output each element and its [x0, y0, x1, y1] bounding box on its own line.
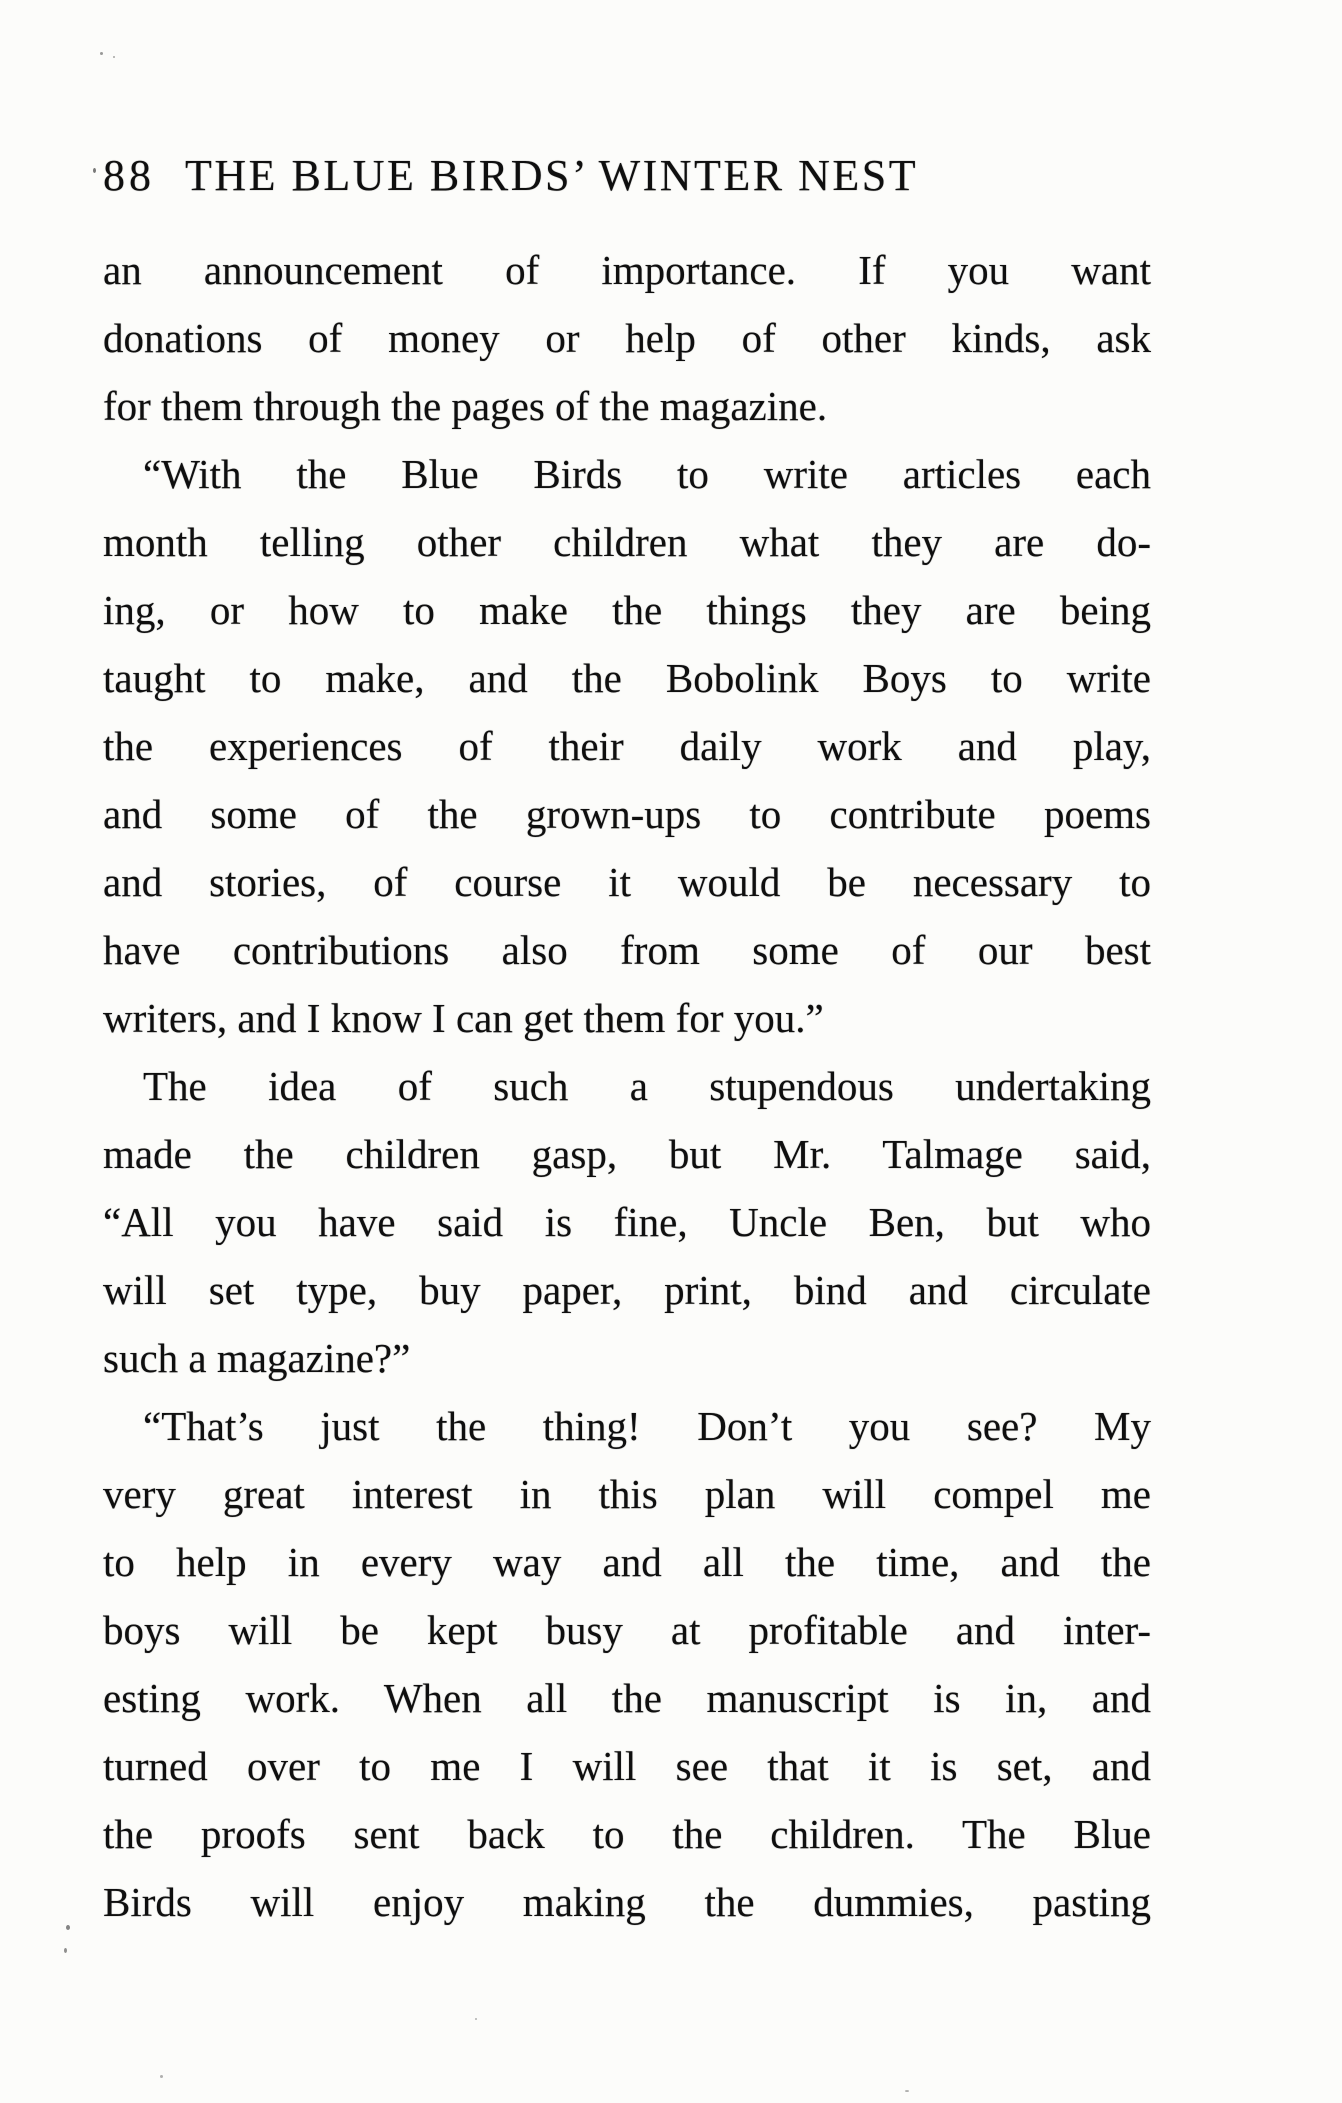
text-line: have contributions also from some of our best	[103, 927, 1151, 973]
text-line: taught to make, and the Bobolink Boys to write	[103, 655, 1151, 701]
text-line: boys will be kept busy at profitable and inter-	[103, 1607, 1151, 1653]
scan-speck	[160, 2075, 163, 2078]
text-line: esting work. When all the manuscript is in, and	[103, 1675, 1151, 1721]
text-line: to help in every way and all the time, and the	[103, 1539, 1151, 1585]
text-line: such a magazine?”	[103, 1335, 411, 1381]
page-body	[103, 236, 1151, 1936]
text-line: made the children gasp, but Mr. Talmage said,	[103, 1131, 1151, 1177]
text-line: will set type, buy paper, print, bind and circulate	[103, 1267, 1151, 1313]
text-line: the proofs sent back to the children. The Blue	[103, 1811, 1151, 1857]
scan-speck	[100, 52, 103, 55]
text-line: writers, and I know I can get them for you.”	[103, 995, 824, 1041]
running-title: THE BLUE BIRDS’ WINTER NEST	[185, 151, 919, 200]
text-line: “That’s just the thing! Don’t you see? My	[143, 1403, 1151, 1449]
text-line: very great interest in this plan will compel me	[103, 1471, 1151, 1517]
scan-speck	[64, 1948, 67, 1953]
scan-speck	[113, 56, 115, 58]
scan-speck	[475, 2018, 477, 2020]
text-line: and some of the grown-ups to contribute poems	[103, 791, 1151, 837]
text-line: The idea of such a stupendous undertaking	[143, 1063, 1151, 1109]
text-line: an announcement of importance. If you want	[103, 247, 1151, 293]
text-line: the experiences of their daily work and play,	[103, 723, 1151, 769]
text-line: Birds will enjoy making the dummies, pasting	[103, 1879, 1151, 1925]
scan-speck	[905, 2090, 909, 2092]
text-line: ing, or how to make the things they are being	[103, 587, 1151, 633]
text-line: and stories, of course it would be necessary to	[103, 859, 1151, 905]
text-line: turned over to me I will see that it is set, and	[103, 1743, 1151, 1789]
page-number: 88	[103, 151, 155, 200]
page-header	[103, 150, 918, 201]
text-line: “With the Blue Birds to write articles each	[143, 451, 1151, 497]
scan-speck	[66, 1925, 70, 1930]
text-line: “All you have said is fine, Uncle Ben, but who	[103, 1199, 1151, 1245]
text-line: donations of money or help of other kinds, ask	[103, 315, 1151, 361]
scan-speck	[93, 168, 96, 173]
text-line: month telling other children what they are do-	[103, 519, 1151, 565]
text-line: for them through the pages of the magazine.	[103, 383, 828, 429]
